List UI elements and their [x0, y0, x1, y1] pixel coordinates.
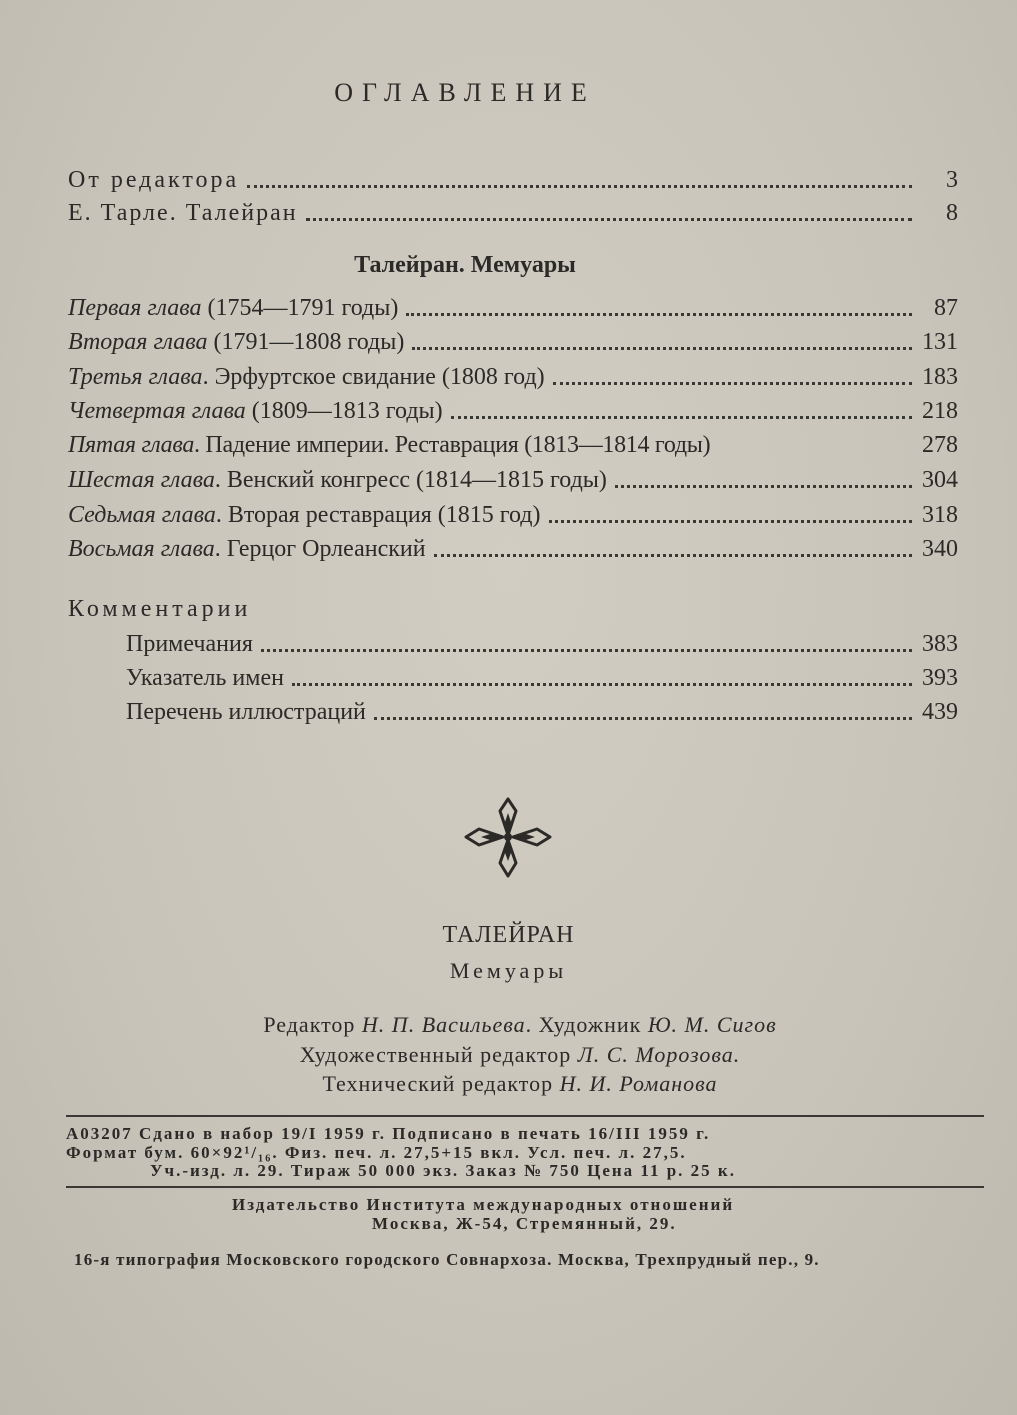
imprint-book-title: ТАЛЕЙРАН	[442, 922, 575, 948]
toc-page-number: 183	[922, 364, 958, 390]
toc-row-tarle	[68, 197, 958, 227]
leader-dots	[434, 553, 912, 557]
top-rule	[66, 1115, 984, 1117]
credits-line-3	[0, 1071, 1017, 1097]
comments-title: Комментарии	[68, 596, 252, 622]
toc-entry-title: Е. Тарле. Талейран	[68, 200, 298, 226]
toc-page-number: 304	[922, 467, 958, 493]
toc-page-number: 8	[946, 200, 958, 226]
credit-person: Н. И. Романова	[559, 1071, 718, 1096]
chapter-label: Вторая глава	[68, 329, 208, 355]
toc-entry-title	[68, 364, 545, 391]
chapter-text: (1791—1808 годы)	[207, 329, 405, 355]
leader-dots	[247, 184, 912, 188]
publication-details-line-2: Формат бум. 60×92¹/₁₆. Физ. печ. л. 27,5+15 вкл. Усл. печ. л. 27,5.	[66, 1143, 687, 1162]
toc-row-chapter-6	[68, 464, 958, 494]
publisher-line-1: Издательство Института международных отношений	[232, 1195, 735, 1214]
toc-page-number: 393	[922, 665, 958, 691]
credit-role: Художественный редактор	[299, 1042, 578, 1067]
credit-person: Л. С. Морозова.	[577, 1042, 741, 1067]
chapter-text: . Герцог Орлеанский	[214, 536, 426, 562]
toc-page-number: 340	[922, 536, 958, 562]
toc-page-number: 383	[922, 631, 958, 657]
credit-role: Технический редактор	[322, 1071, 560, 1096]
toc-row-chapter-4	[68, 395, 958, 425]
toc-page-number: 3	[946, 167, 958, 193]
floral-cross-ornament-icon	[463, 795, 553, 880]
chapter-label: Первая глава	[68, 295, 202, 321]
chapter-label: Шестая глава	[68, 467, 215, 493]
toc-row-chapter-2	[68, 326, 958, 356]
chapter-text: (1754—1791 годы)	[201, 295, 399, 321]
chapter-label: Седьмая глава	[68, 502, 216, 528]
toc-page-number: 278	[922, 432, 958, 458]
chapter-text: (1809—1813 годы)	[245, 398, 443, 424]
bottom-rule	[66, 1186, 984, 1188]
chapter-text: . Вторая реставрация (1815 год)	[215, 502, 541, 528]
publication-details-line-3: Уч.-изд. л. 29. Тираж 50 000 экз. Заказ № 750 Цена 11 р. 25 к.	[150, 1161, 736, 1180]
toc-entry-title	[68, 295, 398, 322]
toc-entry-title	[68, 536, 426, 563]
credit-role: Редактор	[263, 1012, 362, 1037]
leader-dots	[261, 648, 912, 652]
publisher-line-2: Москва, Ж-54, Стремянный, 29.	[372, 1214, 677, 1233]
toc-row-chapter-5	[68, 429, 958, 459]
toc-entry-title	[68, 502, 541, 529]
section-title: Талейран. Мемуары	[354, 252, 576, 278]
publication-details-line-1: А03207 Сдано в набор 19/I 1959 г. Подписано в печать 16/III 1959 г.	[66, 1124, 711, 1143]
leader-dots	[549, 519, 913, 523]
credits-line-2	[0, 1042, 1017, 1068]
imprint-subtitle: Мемуары	[449, 958, 568, 983]
chapter-label: Четвертая глава	[68, 398, 246, 424]
toc-page-number: 218	[922, 398, 958, 424]
credit-person: Ю. М. Сигов	[647, 1012, 777, 1037]
toc-entry-title	[68, 432, 710, 459]
credit-role: . Художник	[525, 1012, 648, 1037]
toc-row-chapter-1	[68, 292, 958, 322]
leader-dots	[374, 716, 912, 720]
toc-heading: ОГЛАВЛЕНИЕ	[334, 78, 596, 107]
toc-entry-title: Примечания	[126, 631, 253, 657]
chapter-label: Пятая глава	[68, 432, 195, 458]
leader-dots	[306, 217, 912, 221]
leader-dots	[412, 346, 912, 350]
credit-person: Н. П. Васильева	[361, 1012, 526, 1037]
toc-row-chapter-3	[68, 361, 958, 391]
toc-entry-title: Перечень иллюстраций	[126, 699, 366, 725]
leader-dots	[406, 312, 912, 316]
leader-dots	[615, 484, 912, 488]
toc-row-illustrations	[126, 696, 958, 726]
leader-dots	[451, 415, 912, 419]
chapter-label: Третья глава	[68, 364, 203, 390]
toc-row-editor	[68, 164, 958, 194]
toc-entry-title: Указатель имен	[126, 665, 284, 691]
toc-entry-title	[68, 398, 443, 425]
toc-page-number: 318	[922, 502, 958, 528]
chapter-text: . Падение империи. Реставрация (1813—1814 годы)	[194, 432, 711, 458]
toc-row-chapter-8	[68, 533, 958, 563]
toc-row-index	[126, 662, 958, 692]
leader-dots	[553, 381, 912, 385]
toc-entry-title	[68, 329, 404, 356]
chapter-text: . Венский конгресс (1814—1815 годы)	[214, 467, 607, 493]
toc-row-chapter-7	[68, 499, 958, 529]
toc-page-number: 87	[934, 295, 958, 321]
toc-page-number: 131	[922, 329, 958, 355]
chapter-text: . Эрфуртское свидание (1808 год)	[202, 364, 545, 390]
chapter-label: Восьмая глава	[68, 536, 215, 562]
toc-entry-title: От редактора	[68, 167, 240, 193]
credits-line-1	[0, 1012, 1017, 1038]
toc-page-number: 439	[922, 699, 958, 725]
leader-dots	[292, 682, 912, 686]
printer-line: 16-я типография Московского городского Совнархоза. Москва, Трехпрудный пер., 9.	[74, 1250, 820, 1269]
toc-entry-title	[68, 467, 607, 494]
toc-row-notes	[126, 628, 958, 658]
